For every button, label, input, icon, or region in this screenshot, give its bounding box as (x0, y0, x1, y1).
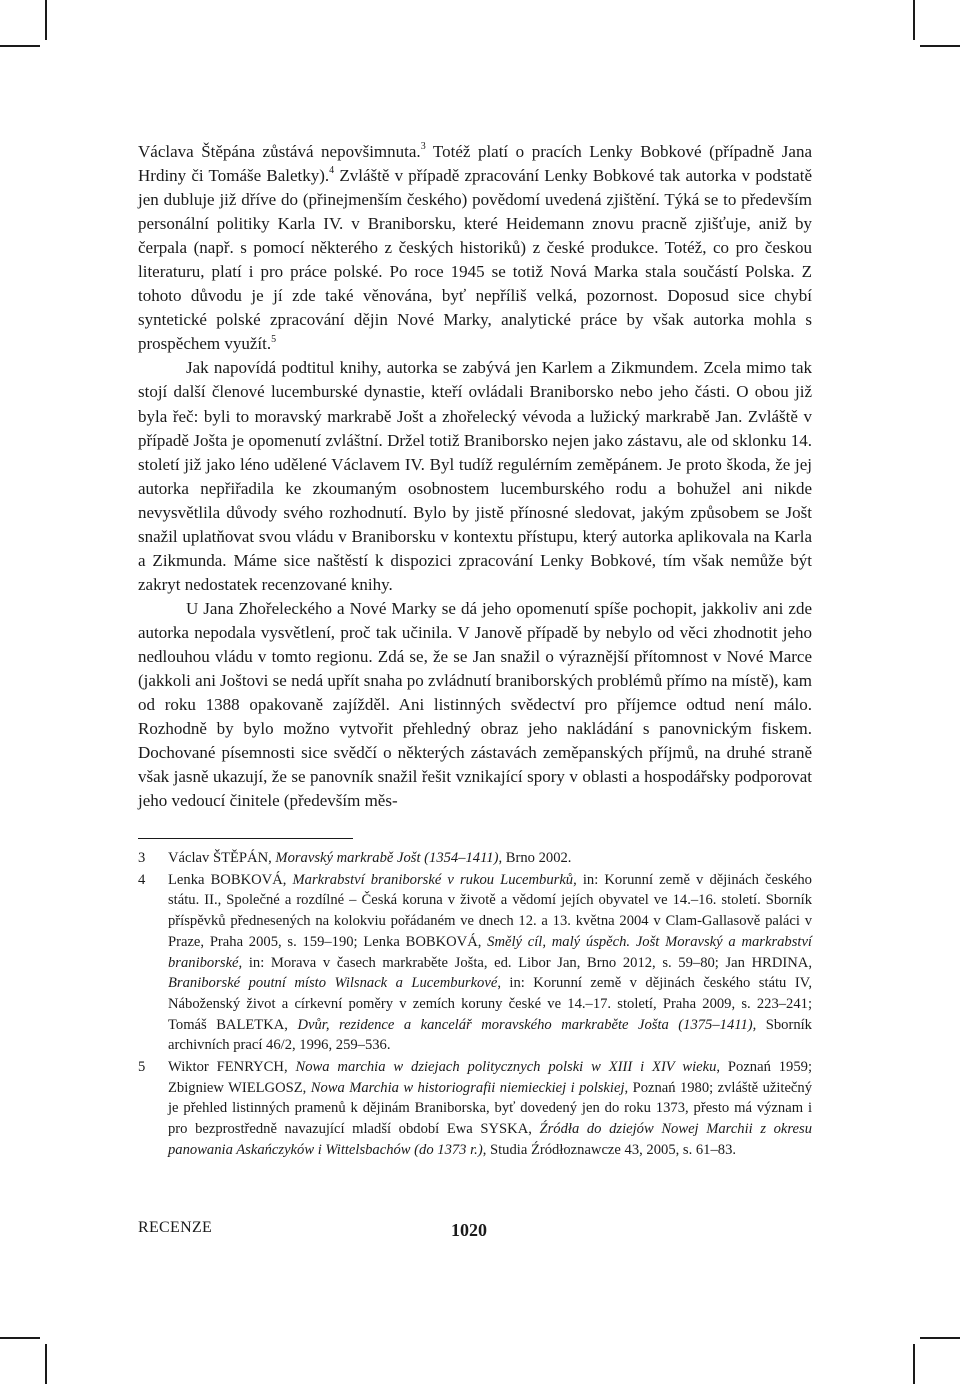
footnote-segment: , Poznań 1980; zvláště užitečný je přehled listinných pramenů k dějinám Braniborska, byť dovedený jen do roku 1373, přesto má význam i pro bezprostředně navazující mladší období Ewa SYSKA, (168, 1079, 812, 1138)
footnote-title: Markrabství braniborské v rukou Lucemburků (292, 871, 574, 888)
paragraph-text: Totéž platí o pracích Lenky Bobkové (případně Jana Hrdiny či Tomáše Baletky). (138, 142, 812, 186)
footnote-title: Moravský markrabě Jošt (1354–1411) (275, 850, 499, 866)
footnote-title: Nowa marchia w dziejach politycznych polski w XIII i XIV wieku (295, 1059, 717, 1076)
footnote-text (168, 870, 812, 1056)
footnote-segment: , in: Korunní země v dějinách českého státu IV, Náboženský život a církevní poměry v zemích koruny české ve 14.–17. století, Praha 2009, s. 223–241; Tomáš BALETKA, (168, 975, 812, 1033)
crop-mark (920, 1337, 960, 1339)
footnote-ref-5[interactable]: 5 (271, 333, 277, 345)
footnote-3 (138, 848, 812, 869)
footnote-segment: , in: Korunní země v dějinách českého státu. II., Společné a rozdílné – Česká koruna v životě a vědomí jejích obyvatel ve 14.–16. století. Sborník příspěvků přednesených na kolokviu pořádaném ve dnech 12. a 13. května 2004 v Clam-Gallasově paláci v Praze, Praha 2005, s. 159–190; Lenka BOBKOVÁ, (168, 871, 812, 950)
footnote-number: 5 (138, 1059, 146, 1076)
footnote-text (168, 1057, 812, 1161)
footnote-number: 4 (138, 871, 146, 888)
footnote-number: 3 (138, 850, 146, 866)
crop-mark (913, 0, 915, 40)
footnote-ref-4[interactable]: 4 (329, 165, 335, 177)
crop-mark (45, 0, 47, 40)
footnote-5 (138, 1057, 812, 1161)
page-number: 1020 (451, 1220, 487, 1240)
footnote-divider (138, 838, 353, 839)
footnote-segment: , Studia Źródłoznawcze 43, 2005, s. 61–83. (482, 1141, 737, 1158)
footnote-segment: , in: Morava v časech markraběte Jošta, ed. Libor Jan, Brno 2012, s. 59–80; Jan HRDINA, (238, 954, 812, 971)
crop-mark (920, 45, 960, 47)
footnote-segment: , Poznań 1959; Zbigniew WIELGOSZ, (168, 1059, 813, 1096)
paragraph-1 (138, 140, 812, 356)
crop-mark (0, 45, 40, 47)
body-text (138, 140, 812, 813)
footnote-title: Źródła do dziejów Nowej Marchii z okresu panowania Askańczyków i Wittelsbachów (do 1373 r.) (168, 1121, 812, 1158)
paragraph-3: U Jana Zhořeleckého a Nové Marky se dá jeho opomenutí spíše pochopit, jakkoliv ani zde autorka nepodala vysvětlení, proč tak učinila. V Janově případě by nebylo od věci zhodnotit jeho nedlouhou vládu v tomto regionu. Zdá se, že se Jan snažil o výraznější přítomnost v Nové Marce (jakkoli ani Joštovi se nedá upřít snaha po zvládnutí braniborských problémů přímo na místě), kam od roku 1388 opakovaně zajížděl. Ani listinných svědectví pro příjemce odtud není málo. Rozhodně by bylo možno vytvořit přehledný obraz jeho nakládání s panovnickým fiskem. Dochované písemnosti sice svědčí o některých zástavách zeměpanských příjmů, na druhé straně však jasně ukazují, že se panovník snažil řešit vznikající spory v oblasti a hospodářsky podporovat jeho vedoucí činitele (především měs- (138, 598, 812, 811)
crop-mark (0, 1337, 40, 1339)
footnote-title: Smělý cíl, malý úspěch. Jošt Moravský a markrabství braniborské (168, 933, 812, 971)
crop-mark (913, 1344, 915, 1384)
footnote-segment: Václav ŠTĚPÁN, (168, 850, 276, 866)
crop-mark (45, 1344, 47, 1384)
footnote-text (168, 848, 812, 869)
footnote-4 (138, 870, 812, 1056)
footnotes (138, 848, 812, 1162)
paragraph-text: Václava Štěpána zůstává nepovšimnuta. (138, 142, 421, 161)
footnote-ref-3[interactable]: 3 (420, 141, 426, 153)
paragraph-text: Zvláště v případě zpracování Lenky Bobkové tak autorka v podstatě jen dubluje již dříve do (přinejmenším českého) povědomí uvedená zjištění. Týká se to především personální politiky Karla IV. v Braniborsku, které Heidemann znovu pracně zjišťuje, aniž by čerpala (např. s pomocí některého z českých historiků) z české produkce. Totéž, co pro českou literaturu, platí i pro práce polské. Po roce 1945 se totiž Nová Marka stala součástí Polska. Z tohoto důvodu je jí zde také věnována, byť nepříliš velká, pozornost. Doposud sice chybí syntetické polské zpracování dějin Nové Marky, analytické práce by však autorka mohla s prospěchem využít. (138, 166, 812, 354)
paragraph-2: Jak napovídá podtitul knihy, autorka se zabývá jen Karlem a Zikmundem. Zcela mimo tak stojí další členové lucemburské dynastie, kteří ovládali Braniborsko nebo jeho části. O obou již byla řeč: byli to moravský markrabě Jošt a zhořelecký vévoda a lužický markrabě Jan. Zvláště v případě Jošta je opomenutí zvláštní. Držel totiž Braniborsko nejen jako zástavu, ale od sklonku 14. století již jako léno udělené Václavem IV. Byl tudíž regulérním zeměpánem. Je proto škoda, že jej autorka nepřiřadila ke zkoumaným osobnostem lucemburského rodu a bohužel ani nikde nevysvětlila důvody svého rozhodnutí. Bylo by jistě přínosné sledovat, jakým způsobem se Jošt snažil uplatňovat svou vládu v Braniborsku v kontextu přístupu, který autorka aplikovala na Karla a Zikmunda. Máme sice naštěstí k dispozici zpracování Lenky Bobkové, tím však nemůže být zakryt nedostatek recenzované knihy. (138, 358, 812, 594)
footnote-title: Dvůr, rezidence a kancelář moravského markraběte Jošta (1375–1411), (297, 1016, 757, 1033)
running-footer-section: RECENZE (138, 1219, 213, 1236)
footnote-segment: , Brno 2002. (498, 850, 572, 866)
footnote-title: Nowa Marchia w historiografii niemieckiej i polskiej (310, 1079, 625, 1096)
footnote-segment: Sborník archivních prací 46/2, 1996, 259–536. (168, 1016, 812, 1054)
footnote-title: Braniborské poutní místo Wilsnack a Lucemburkové (168, 975, 498, 992)
footnote-segment: Lenka BOBKOVÁ, (168, 871, 293, 888)
footnote-segment: Wiktor FENRYCH, (168, 1059, 296, 1076)
